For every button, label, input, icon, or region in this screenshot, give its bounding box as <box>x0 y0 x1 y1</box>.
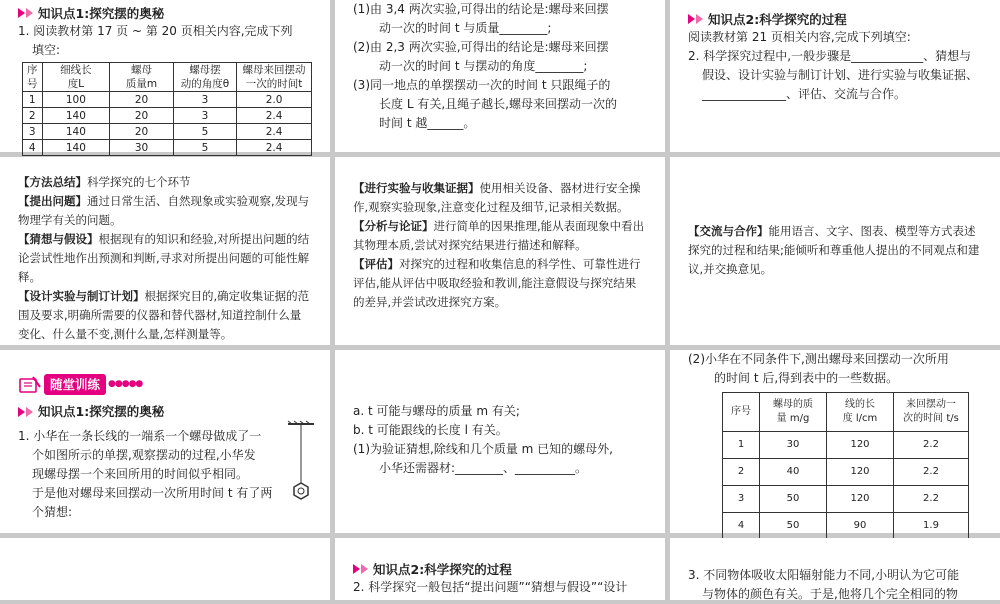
panel-11 <box>335 538 665 600</box>
table-header-cell: 螺母来回摆动 一次的时间t <box>237 63 312 92</box>
double-arrow-icon <box>18 8 34 18</box>
question-text: 动一次的时间 t 与质量________; <box>379 21 552 35</box>
question-text: ______________、评估、交流与合作。 <box>702 87 907 101</box>
summary-item: 【设计实验与制订计划】根据探究目的,确定收集证据的范围及要求,明确所需要的仪器和替代器材,知道控制什么量变化、什么量不变,测什么量,怎样测量等。 <box>18 289 310 341</box>
experiment-table <box>22 62 312 156</box>
pendulum-icon <box>286 421 316 501</box>
panel-1 <box>0 0 330 152</box>
table-header-cell: 螺母 质量m <box>110 63 174 92</box>
panel-6 <box>670 157 1000 345</box>
table-header-cell: 螺母的质 量 m/g <box>760 393 827 432</box>
table-row: 2 40 120 2.2 <box>723 459 969 486</box>
summary-item: 【猜想与假设】根据现有的知识和经验,对所提出问题的结论尝试性地作出预测和判断,寻求对所提出问题的可能性解释。 <box>18 232 310 284</box>
question-text: 2. 科学探究过程中,一般步骤是____________、猜想与 <box>688 49 972 63</box>
summary-item: 【进行实验与收集证据】使用相关设备、器材进行安全操作,观察实验现象,注意变化过程及细节,记录相关数据。 <box>353 181 641 214</box>
table-header-cell: 螺母摆 动的角度θ <box>173 63 236 92</box>
table-header-cell: 来回摆动一 次的时间 t/s <box>894 393 969 432</box>
question-text: 个如图所示的单摆,观察摆动的过程,小华发 <box>32 447 256 462</box>
summary-item: 【分析与论证】进行简单的因果推理,能从表面现象中看出其物理本质,尝试对探究结果进行描述和解释。 <box>353 219 645 252</box>
panel-12 <box>670 538 1000 600</box>
table-header-cell: 线的长 度 l/cm <box>827 393 894 432</box>
question-text: (3)同一地点的单摆摆动一次的时间 t 只跟绳子的 <box>353 78 611 92</box>
panel-9 <box>670 350 1000 533</box>
kp-title: 知识点1:探究摆的奥秘 <box>38 5 165 21</box>
question-text: 时间 t 越______。 <box>379 116 476 130</box>
question-text: 长度 L 有关,且绳子越长,螺母来回摆动一次的 <box>379 97 617 111</box>
question-text: 个猜想: <box>32 504 73 519</box>
table-header-cell: 序号 <box>723 393 760 432</box>
panel-8 <box>335 350 665 533</box>
question-text: 与物体的颜色有关。于是,他将几个完全相同的物 <box>702 587 958 601</box>
panel-7 <box>0 350 330 533</box>
question-text: (1)为验证猜想,除线和几个质量 m 已知的螺母外, <box>353 442 613 456</box>
question-text: (2)小华在不同条件下,测出螺母来回摆动一次所用 <box>688 352 949 366</box>
badge-label: 随堂训练 <box>44 374 106 395</box>
table-row: 2 140 20 3 2.4 <box>23 108 312 124</box>
question-text: (1)由 3,4 两次实验,可得出的结论是:螺母来回摆 <box>353 2 609 16</box>
summary-item: 【交流与合作】能用语言、文字、图表、模型等方式表述探究的过程和结果;能倾听和尊重他人提出的不同观点和建议,并交换意见。 <box>688 224 980 276</box>
summary-item: 【方法总结】科学探究的七个环节 <box>18 175 191 189</box>
pencil-book-icon <box>18 375 42 395</box>
panel-10 <box>0 538 330 600</box>
table-header-row <box>723 393 969 432</box>
kp-title: 知识点2:科学探究的过程 <box>373 561 512 577</box>
question-text: (2)由 2,3 两次实验,可得出的结论是:螺母来回摆 <box>353 40 609 54</box>
knowledge-point-heading <box>688 10 982 28</box>
double-arrow-icon <box>688 14 704 24</box>
practice-badge <box>18 374 142 395</box>
question-text: 的时间 t 后,得到表中的一些数据。 <box>714 371 899 385</box>
kp-title: 知识点1:探究摆的奥秘 <box>38 404 165 419</box>
panel-3 <box>670 0 1000 152</box>
question-text: 动一次的时间 t 与摆动的角度________; <box>379 59 588 73</box>
panel-2 <box>335 0 665 152</box>
double-arrow-icon <box>353 564 369 574</box>
table-header-cell: 细线长 度L <box>42 63 110 92</box>
kp-title: 知识点2:科学探究的过程 <box>708 11 847 27</box>
double-arrow-icon <box>18 407 34 417</box>
table-row: 4 140 30 5 2.4 <box>23 140 312 156</box>
table-header-row <box>23 63 312 92</box>
question-text: b. t 可能跟线的长度 l 有关。 <box>353 423 508 437</box>
knowledge-point-heading <box>18 403 312 421</box>
table-header-cell: 序号 <box>23 63 43 92</box>
panel-4 <box>0 157 330 345</box>
question-text: 小华还需器材:________、__________。 <box>379 461 588 475</box>
question-text: 1. 阅读教材第 17 页 ~ 第 20 页相关内容,完成下列 <box>18 24 293 38</box>
table-row: 1 30 120 2.2 <box>723 432 969 459</box>
panel-5 <box>335 157 665 345</box>
question-text: a. t 可能与螺母的质量 m 有关; <box>353 404 520 418</box>
knowledge-point-heading <box>18 4 312 22</box>
summary-item: 【评估】对探究的过程和收集信息的科学性、可靠性进行评估,能从评估中吸取经验和教训,能注意假设与探究结果的差异,并尝试改进探究方案。 <box>353 257 641 309</box>
question-text: 1. 小华在一条长线的一端系一个螺母做成了一 <box>18 428 262 443</box>
question-text: 现螺母摆一个来回所用的时间似乎相同。 <box>32 466 249 481</box>
table-row: 3 50 120 2.2 <box>723 486 969 513</box>
question-text: 填空: <box>32 43 61 57</box>
question-text: 阅读教材第 21 页相关内容,完成下列填空: <box>688 30 911 44</box>
table-row: 3 140 20 5 2.4 <box>23 124 312 140</box>
table-row: 1 100 20 3 2.0 <box>23 92 312 108</box>
question-text: 2. 科学探究一般包括“提出问题”“猜想与假设”“设计 <box>353 580 628 594</box>
table-row: 4 50 90 1.9 <box>723 513 969 540</box>
question-text: 于是他对螺母来回摆动一次所用时间 t 有了两 <box>32 485 273 500</box>
question-text: 假设、设计实验与制订计划、进行实验与收集证据、 <box>702 68 979 82</box>
summary-item: 【提出问题】通过日常生活、自然现象或实验观察,发现与物理学有关的问题。 <box>18 194 310 227</box>
decor-dots: ●●●●● <box>108 379 143 389</box>
question-text: 3. 不同物体吸收太阳辐射能力不同,小明认为它可能 <box>688 568 960 582</box>
knowledge-point-heading <box>353 560 647 578</box>
